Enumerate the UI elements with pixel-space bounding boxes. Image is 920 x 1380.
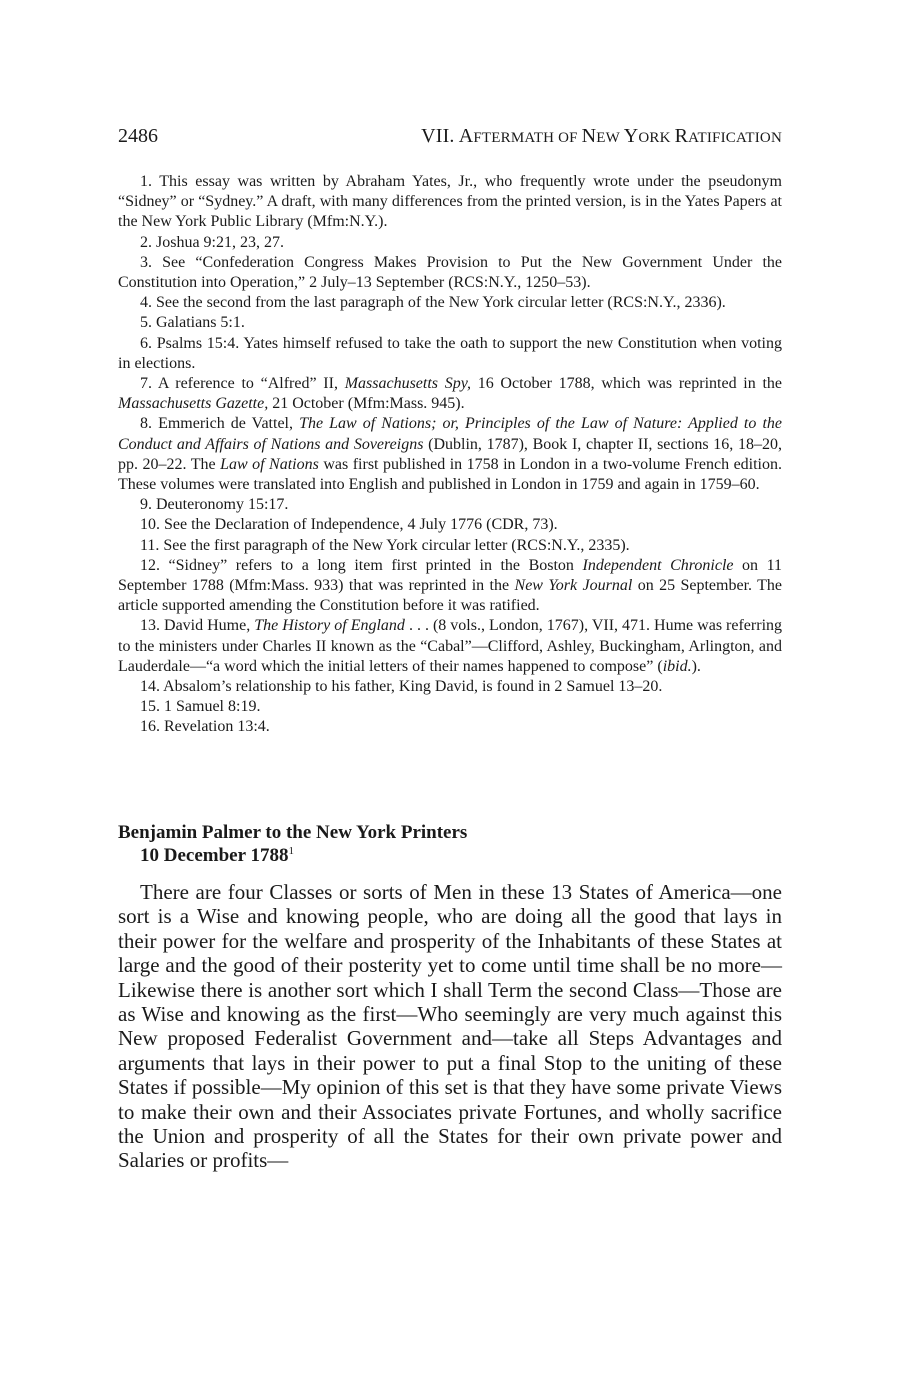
page-header [118, 122, 782, 150]
footnote-4: 4. See the second from the last paragraph of the New York circular letter (RCS:N.Y., 2336). [140, 294, 726, 312]
footnote-14: 14. Absalom’s relationship to his father, King David, is found in 2 Samuel 13–20. [140, 678, 663, 696]
running-head: VII. AFTERMATH OF NEW YORK RATIFICATION [421, 125, 782, 147]
footnote-11: 11. See the first paragraph of the New York circular letter (RCS:N.Y., 2335). [140, 536, 630, 554]
footnotes [118, 172, 782, 738]
footnote-3: 3. See “Confederation Congress Makes Provision to Put the New Government Under the Constitution into Operation,” 2 July–13 September (RCS:N.Y., 1250–53). [118, 253, 782, 292]
document-title: Benjamin Palmer to the New York Printers [118, 822, 468, 843]
footnote-16: 16. Revelation 13:4. [140, 718, 270, 736]
footnote-2: 2. Joshua 9:21, 23, 27. [140, 233, 284, 251]
page-number: 2486 [118, 125, 158, 147]
footnote-7: 7. A reference to “Alfred” II, Massachusetts Spy, 16 October 1788, which was reprinted in the Massachusetts Gazette, 21 October (Mfm:Mass. 945). [118, 375, 783, 413]
footnote-5: 5. Galatians 5:1. [140, 314, 245, 332]
footnote-10: 10. See the Declaration of Independence, 4 July 1776 (CDR, 73). [140, 516, 558, 534]
footnote-1: 1. This essay was written by Abraham Yates, Jr., who frequently wrote under the pseudonym “Sidney” or “Sydney.” A draft, with many differences from the printed version, is in the Yates Papers at the New York Public Library (Mfm:N.Y.). [118, 173, 782, 231]
document-date-line [118, 844, 782, 867]
document-heading [118, 821, 782, 867]
footnote-6: 6. Psalms 15:4. Yates himself refused to take the oath to support the new Constitution when voting in elections. [118, 334, 782, 372]
body-paragraph: There are four Classes or sorts of Men in these 13 States of America—one sort is a Wise and knowing people, who are doing all the good that lays in their power for the welfare and prosperity of the Inhabitants of these States at large and the good of their posterity yet to come until time shall be no more—Likewise there is another sort which I shall Term the second Class—Those are as Wise and knowing as the first—Who seemingly are very much against this New proposed Federalist Government and—take all Steps Advantages and arguments that lays in their power to put a final Stop to the uniting of these States if possible—My opinion of this set is that they have some private Views to make their own and their Associates private Fortunes, and wholly sacrifice the Union and prosperity of all the States for their own private power and Salaries or profits— [118, 880, 782, 1173]
document-date: 10 December 1788 [140, 845, 289, 866]
document-body [118, 880, 782, 1173]
footnote-15: 15. 1 Samuel 8:19. [140, 698, 261, 716]
footnote-9: 9. Deuteronomy 15:17. [140, 496, 289, 514]
footnote-marker: 1 [288, 845, 294, 857]
footnote-13: 13. David Hume, The History of England . . . (8 vols., London, 1767), VII, 471. Hume was referring to the ministers under Charles II known as the “Cabal”—Clifford, Ashley, Buckingham, Arlington, and Lauderdale—“a word which the initial letters of their names happened to compose” (ibid.). [118, 617, 783, 675]
footnote-8: 8. Emmerich de Vattel, The Law of Nations; or, Principles of the Law of Nature: Applied to the Conduct and Affairs of Nations and Sovereigns (Dublin, 1787), Book I, chapter II, sections 16, 18–20, pp. 20–22. The Law of Nations was first published in 1758 in London in a two-volume French edition. These volumes were translated into English and published in London in 1759 and again in 1759–60. [118, 415, 783, 494]
footnote-12: 12. “Sidney” refers to a long item first printed in the Boston Independent Chronicle on 11 September 1788 (Mfm:Mass. 933) that was reprinted in the New York Journal on 25 September. The article supported amending the Constitution before it was ratified. [118, 556, 783, 615]
